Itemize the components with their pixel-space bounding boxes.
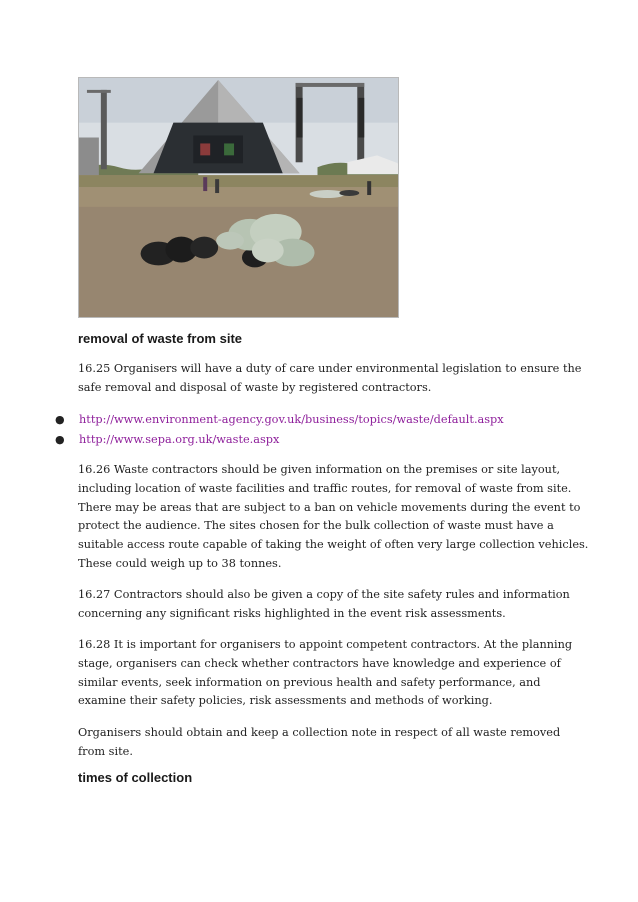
link-list: [55, 410, 504, 449]
text-line: 16.26 Waste contractors should be given information on the premises or site layout,: [78, 463, 561, 476]
paragraph-16-26: [78, 461, 589, 574]
text-line: Organisers should obtain and keep a collection note in respect of all waste removed: [78, 726, 561, 739]
text-line: examine their safety policies, risk assessments and methods of working.: [78, 694, 493, 708]
photo-illustration: [79, 78, 398, 317]
text-line: 16.25 Organisers will have a duty of care under environmental legislation to ensure the: [78, 362, 582, 375]
environment-agency-link[interactable]: http://www.environment-agency.gov.uk/business/topics/waste/default.aspx: [79, 413, 504, 426]
bullet-icon: ●: [55, 432, 65, 446]
section-heading-times: times of collection: [78, 770, 193, 785]
festival-waste-photo: [78, 77, 399, 318]
paragraph-16-27: [78, 586, 568, 624]
text-line: 16.27 Contractors should also be given a copy of the site safety rules and information: [78, 588, 570, 601]
list-item: [55, 430, 504, 450]
list-item: [55, 410, 504, 430]
text-line: There may be areas that are subject to a ban on vehicle movements during the event to: [78, 500, 581, 514]
text-line: protect the audience. The sites chosen for the bulk collection of waste must have a: [78, 519, 554, 533]
text-line: including location of waste facilities and traffic routes, for removal of waste from site.: [78, 481, 572, 495]
text-line: These could weigh up to 38 tonnes.: [78, 556, 282, 570]
text-line: concerning any significant risks highlighted in the event risk assessments.: [78, 606, 506, 620]
text-line: 16.28 It is important for organisers to appoint competent contractors. At the planning: [78, 638, 573, 651]
text-line: suitable access route capable of taking the weight of often very large collection vehicles.: [78, 538, 589, 552]
paragraph-16-25: [78, 360, 582, 398]
paragraph-16-28: [78, 636, 573, 711]
text-line: similar events, seek information on previous health and safety performance, and: [78, 675, 541, 689]
sepa-link[interactable]: http://www.sepa.org.uk/waste.aspx: [79, 432, 280, 446]
text-line: from site.: [78, 744, 133, 758]
paragraph-collection-note: [78, 724, 568, 762]
section-heading-removal: removal of waste from site: [78, 331, 242, 346]
bullet-icon: ●: [55, 413, 65, 426]
text-line: safe removal and disposal of waste by registered contractors.: [78, 380, 432, 394]
text-line: stage, organisers can check whether contractors have knowledge and experience of: [78, 656, 561, 670]
